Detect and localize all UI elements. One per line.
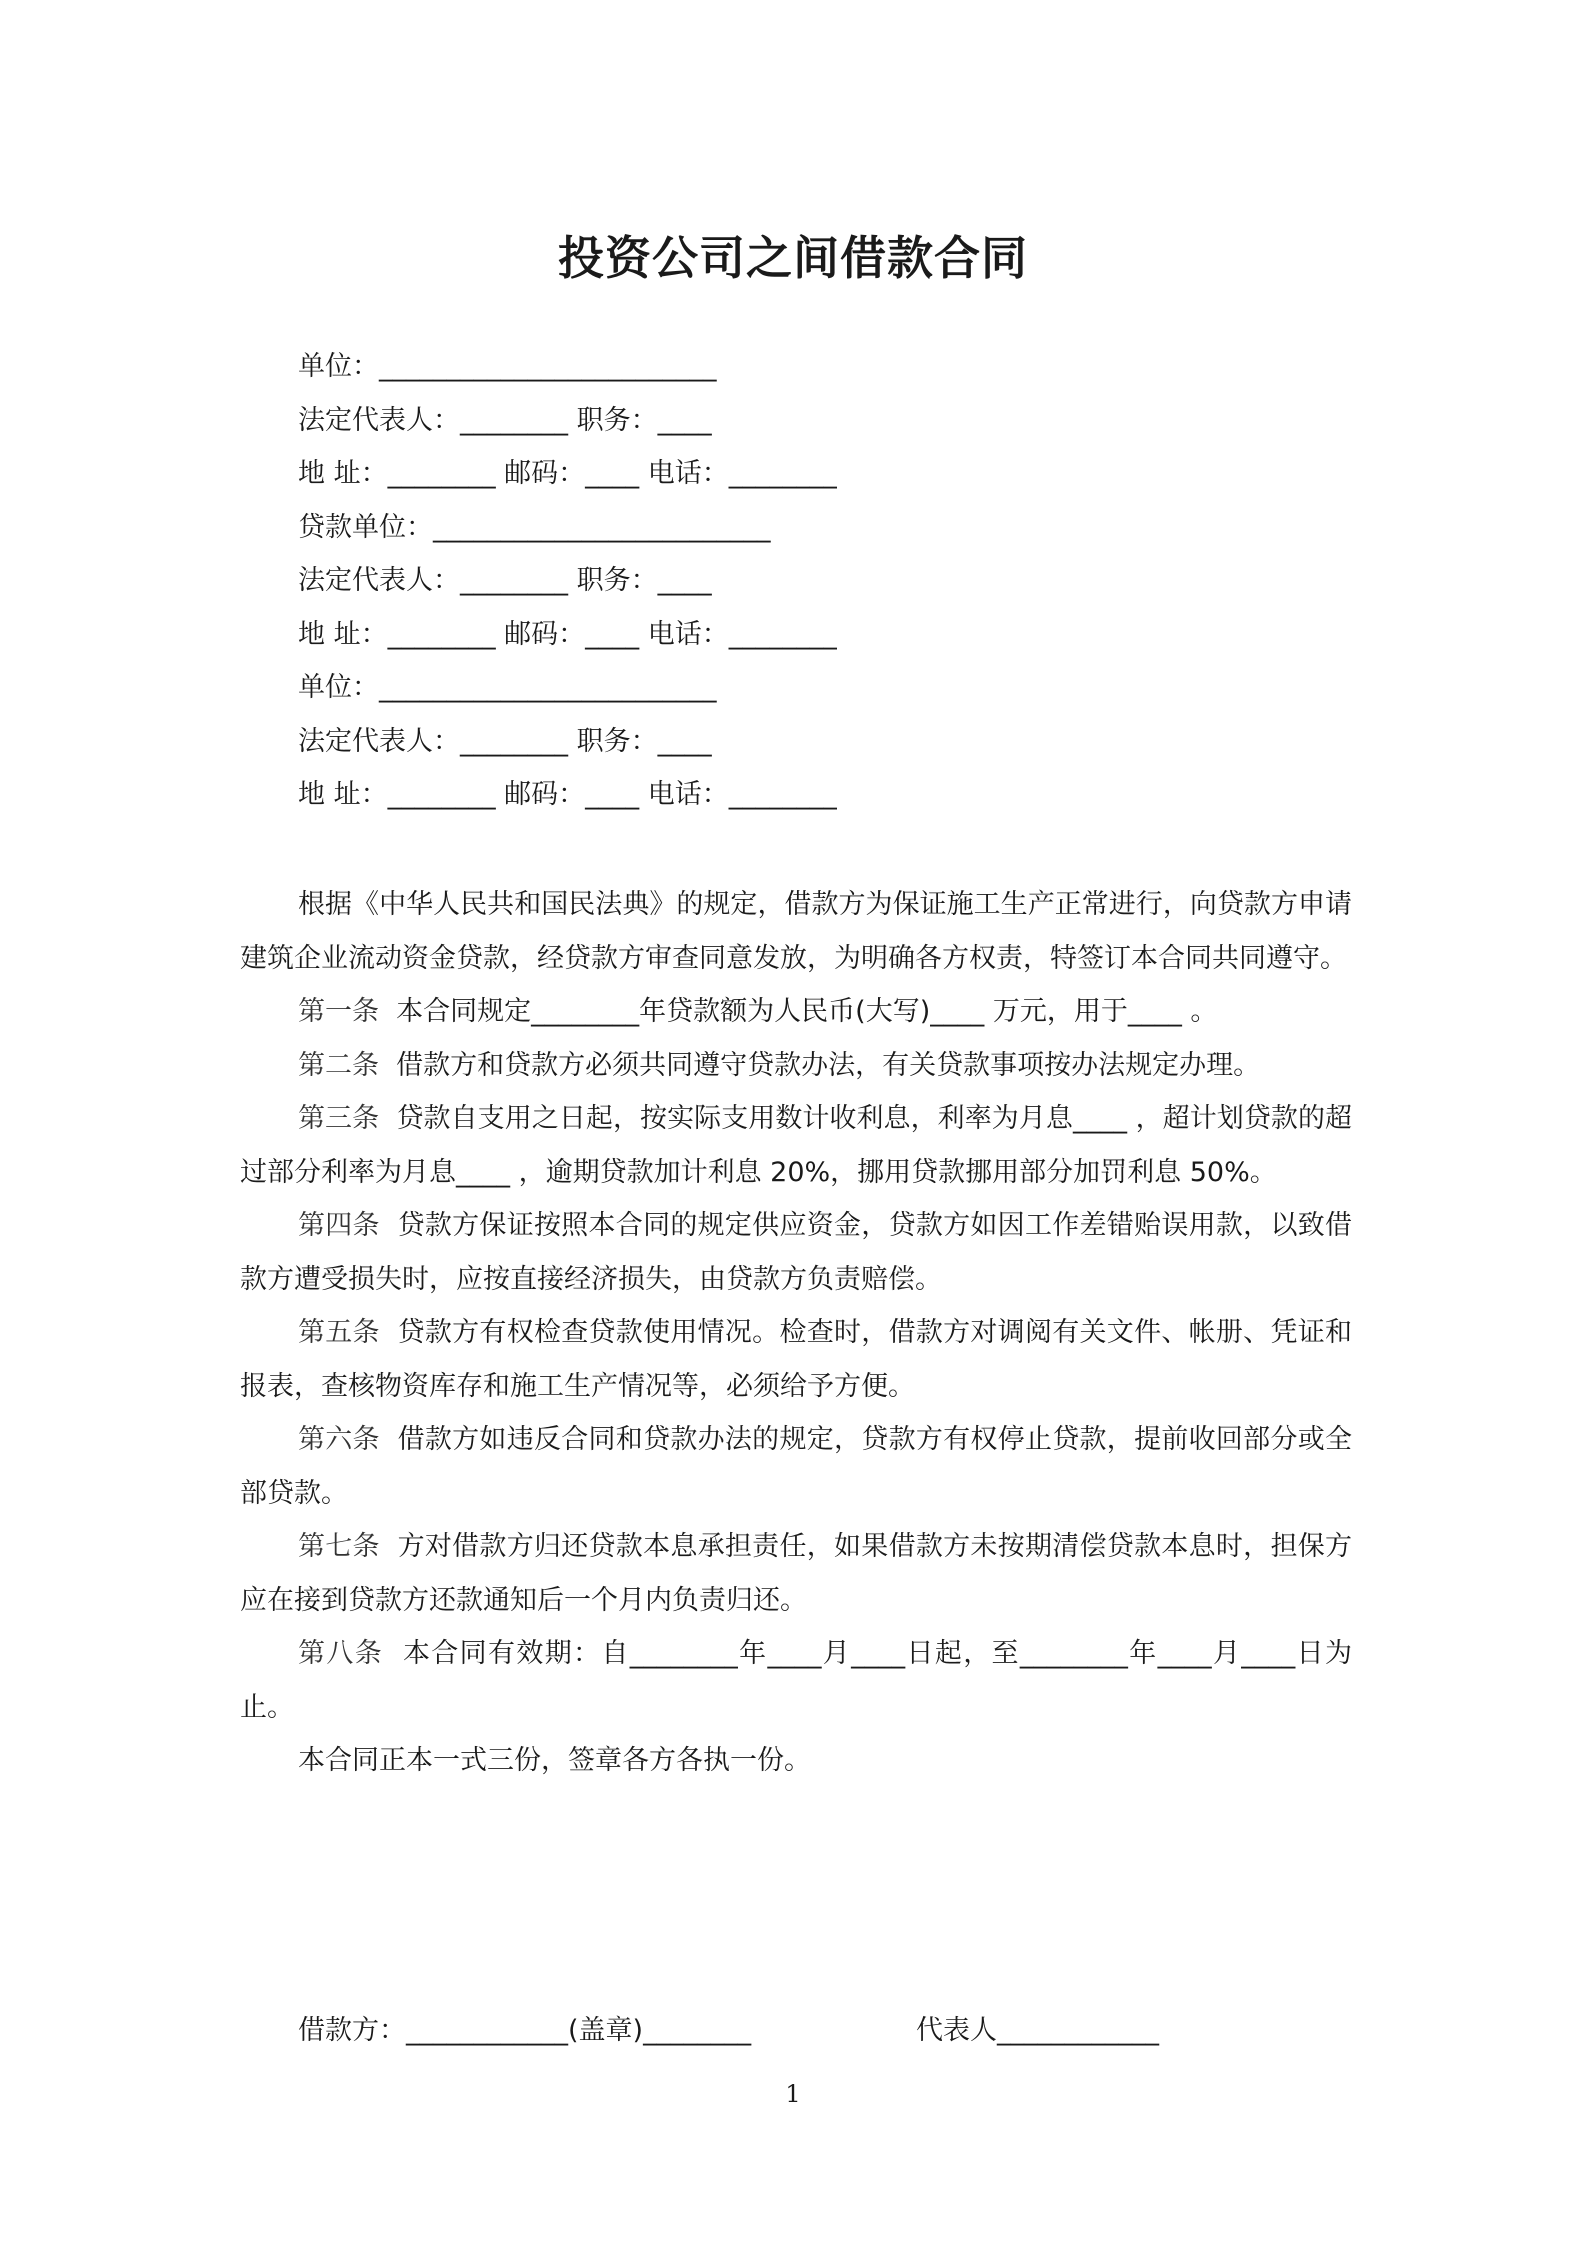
party-line: 法定代表人：________ 职务：____ [298,404,712,436]
article-6 [240,1413,1352,1520]
article-3 [240,1092,1352,1199]
article-4 [240,1199,1352,1306]
representative-signature-line: 代表人____________ [916,2015,1159,2046]
article-label: 第五条 [298,1317,380,1348]
party-line: 单位：_________________________ [298,351,717,382]
party-line: 地 址：________ 邮码：____ 电话：________ [298,458,837,489]
article-text: 借款方如违反合同和贷款办法的规定，贷款方有权停止贷款，提前收回部分或全部贷款。 [240,1424,1353,1509]
article-text: 本合同规定________年贷款额为人民币(大写)____ 万元，用于____ 。 [396,996,1218,1027]
article-text: 借款方和贷款方必须共同遵守贷款办法，有关贷款事项按办法规定办理。 [396,1049,1261,1081]
article-5 [240,1306,1352,1413]
article-text: 方对借款方归还贷款本息承担责任，如果借款方未按期清偿贷款本息时，担保方应在接到贷款方还款通知后一个月内负责归还。 [240,1531,1353,1616]
party-line: 法定代表人：________ 职务：____ [298,565,712,596]
article-text: 本合同有效期：自________年____月____日起，至________年____月____日为止。 [240,1638,1353,1723]
article-label: 第三条 [298,1103,380,1134]
article-1 [240,985,1352,1039]
borrower-signature-line: 借款方：____________(盖章)________ [298,2015,752,2046]
article-label: 第八条 [298,1638,384,1669]
article-label: 第七条 [298,1531,380,1562]
page-number: 1 [785,2080,801,2108]
article-8 [240,1627,1352,1734]
document-title: 投资公司之间借款合同 [558,231,1028,285]
article-2 [240,1039,1352,1093]
article-7 [240,1520,1352,1627]
party-info-block [298,340,1398,822]
article-label: 第二条 [298,1049,379,1081]
article-text: 贷款自支用之日起，按实际支用数计收利息，利率为月息____ ，超计划贷款的超过部分利率为月息____ ，逾期贷款加计利息 20%，挪用贷款挪用部分加罚利息 50%。 [240,1103,1353,1188]
intro-paragraph: 根据《中华人民共和国民法典》的规定，借款方为保证施工生产正常进行，向贷款方申请建筑企业流动资金贷款，经贷款方审查同意发放，为明确各方权责，特签订本合同共同遵守。 [240,889,1352,974]
party-line: 贷款单位：_________________________ [298,511,771,543]
party-line: 地 址：________ 邮码：____ 电话：________ [298,618,837,650]
closing-paragraph: 本合同正本一式三份，签章各方各执一份。 [298,1745,811,1776]
article-text: 贷款方有权检查贷款使用情况。检查时，借款方对调阅有关文件、帐册、凭证和报表，查核物资库存和施工生产情况等，必须给予方便。 [240,1317,1353,1402]
party-line: 法定代表人：________ 职务：____ [298,725,712,757]
party-line: 地 址：________ 邮码：____ 电话：________ [298,779,837,810]
article-label: 第四条 [298,1210,380,1241]
party-line: 单位：_________________________ [298,672,717,703]
article-text: 贷款方保证按照本合同的规定供应资金，贷款方如因工作差错贻误用款，以致借款方遭受损失时，应按直接经济损失，由贷款方负责赔偿。 [240,1210,1353,1295]
article-label: 第六条 [298,1424,380,1455]
contract-body [240,878,1352,1788]
article-label: 第一条 [298,996,379,1027]
